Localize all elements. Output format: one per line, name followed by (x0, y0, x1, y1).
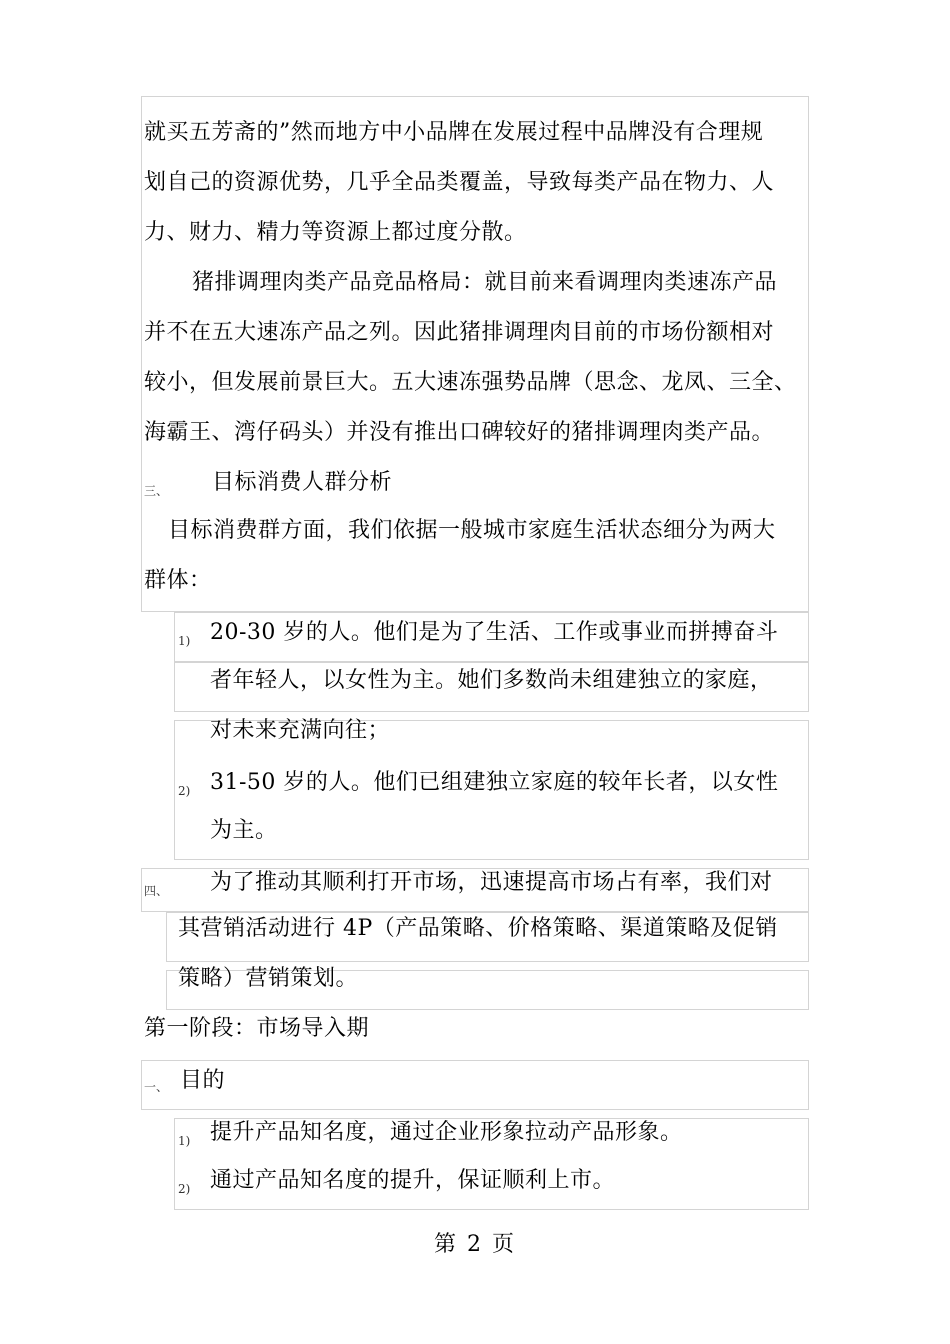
goal2-text: 通过产品知名度的提升，保证顺利上市。 (210, 1168, 616, 1193)
section4-number: 四、 (144, 884, 169, 898)
para1-line-3: 力、财力、精力等资源上都过度分散。 (144, 220, 527, 245)
para1-line-2: 划自己的资源优势，几乎全品类覆盖，导致每类产品在物力、人 (144, 170, 775, 195)
group2-line-2: 为主。 (210, 818, 278, 843)
goal1-number: 1) (178, 1134, 191, 1148)
page-number: 第 2 页 (434, 1232, 516, 1257)
para2-line-1: 猪排调理肉类产品竞品格局：就目前来看调理肉类速冻产品 (192, 270, 778, 295)
para3-line-2: 群体： (144, 568, 212, 593)
stage-heading: 第一阶段：市场导入期 (144, 1016, 370, 1041)
group1-line-2: 者年轻人，以女性为主。她们多数尚未组建独立的家庭， (210, 668, 773, 693)
goal2-number: 2) (178, 1182, 191, 1196)
goal-heading: 目的 (180, 1068, 226, 1093)
para2-line-2: 并不在五大速冻产品之列。因此猪排调理肉目前的市场份额相对 (144, 320, 775, 345)
group1-number: 1) (178, 634, 191, 648)
section4-line-2: 其营销活动进行 4P（产品策略、价格策略、渠道策略及促销 (178, 916, 778, 941)
section3-number: 三、 (144, 484, 169, 498)
goal1-text: 提升产品知名度，通过企业形象拉动产品形象。 (210, 1120, 683, 1145)
para2-line-4: 海霸王、湾仔码头）并没有推出口碑较好的猪排调理肉类产品。 (144, 420, 775, 445)
section4-line-1: 为了推动其顺利打开市场，迅速提高市场占有率，我们对 (210, 870, 773, 895)
goal-number: 一、 (144, 1080, 169, 1094)
group2-number: 2) (178, 784, 191, 798)
section3-heading: 目标消费人群分析 (212, 470, 393, 495)
para2-line-3: 较小，但发展前景巨大。五大速冻强势品牌（思念、龙凤、三全、 (144, 370, 797, 395)
group2-line-1: 31-50 岁的人。他们已组建独立家庭的较年长者，以女性 (210, 770, 779, 795)
group1-line-3: 对未来充满向往； (210, 718, 391, 743)
para3-line-1: 目标消费群方面，我们依据一般城市家庭生活状态细分为两大 (168, 518, 776, 543)
group1-line-1: 20-30 岁的人。他们是为了生活、工作或事业而拼搏奋斗 (210, 620, 779, 645)
frame-stage (141, 1060, 809, 1110)
section4-line-3: 策略）营销策划。 (178, 966, 359, 991)
para1-line-1: 就买五芳斋的”然而地方中小品牌在发展过程中品牌没有合理规 (144, 120, 764, 145)
